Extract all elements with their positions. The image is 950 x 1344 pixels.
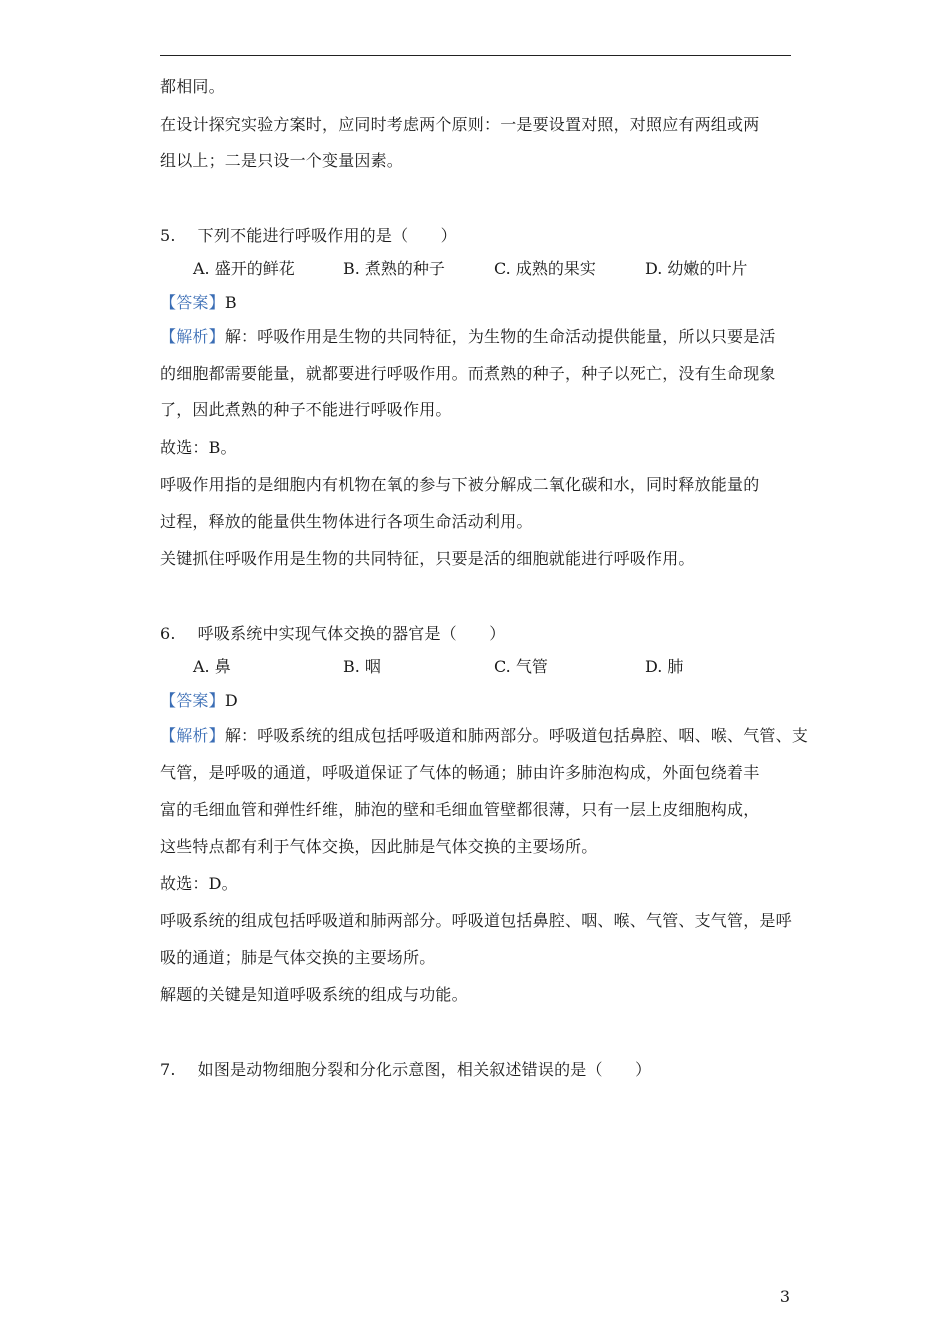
question-7-stem <box>160 1060 651 1080</box>
analysis-line: 这些特点都有利于气体交换，因此肺是气体交换的主要场所。 <box>160 837 598 856</box>
answer-line <box>160 293 237 313</box>
option-d: D. 肺 <box>645 657 684 676</box>
choice-line: 故选：D。 <box>160 874 238 893</box>
analysis-line <box>160 726 808 746</box>
intro-line: 组以上；二是只设一个变量因素。 <box>160 151 404 170</box>
answer-value: B <box>224 293 237 312</box>
analysis-text: 解：呼吸作用是生物的共同特征，为生物的生命活动提供能量，所以只要是活 <box>224 327 776 346</box>
answer-line <box>160 691 238 711</box>
question-number: 5. <box>160 226 176 245</box>
answer-value: D <box>224 691 238 710</box>
analysis-tag: 【解析】 <box>160 726 225 745</box>
option-c: C. 成熟的果实 <box>494 259 596 278</box>
option-c: C. 气管 <box>494 657 548 676</box>
option-a: A. 盛开的鲜花 <box>193 259 295 278</box>
analysis-line: 气管，是呼吸的通道，呼吸道保证了气体的畅通；肺由许多肺泡构成，外面包绕着丰 <box>160 763 760 782</box>
note-line: 关键抓住呼吸作用是生物的共同特征，只要是活的细胞就能进行呼吸作用。 <box>160 549 695 568</box>
question-text: 下列不能进行呼吸作用的是（ ） <box>197 226 457 245</box>
intro-line: 在设计探究实验方案时，应同时考虑两个原则：一是要设置对照，对照应有两组或两 <box>160 115 760 134</box>
option-b: B. 咽 <box>343 657 381 676</box>
note-line: 呼吸作用指的是细胞内有机物在氧的参与下被分解成二氧化碳和水，同时释放能量的 <box>160 475 760 494</box>
question-number: 6. <box>160 624 176 643</box>
analysis-text: 解：呼吸系统的组成包括呼吸道和肺两部分。呼吸道包括鼻腔、咽、喉、气管、支 <box>224 726 809 745</box>
analysis-tag: 【解析】 <box>160 327 225 346</box>
question-text: 如图是动物细胞分裂和分化示意图，相关叙述错误的是（ ） <box>197 1060 652 1079</box>
answer-tag: 【答案】 <box>160 293 225 312</box>
analysis-line <box>160 327 776 347</box>
question-number: 7. <box>160 1060 176 1079</box>
question-text: 呼吸系统中实现气体交换的器官是（ ） <box>197 624 506 643</box>
option-b: B. 煮熟的种子 <box>343 259 445 278</box>
note-line: 解题的关键是知道呼吸系统的组成与功能。 <box>160 985 468 1004</box>
question-6-stem <box>160 624 505 644</box>
note-line: 吸的通道；肺是气体交换的主要场所。 <box>160 948 436 967</box>
note-line: 呼吸系统的组成包括呼吸道和肺两部分。呼吸道包括鼻腔、咽、喉、气管、支气管，是呼 <box>160 911 792 930</box>
analysis-line: 了，因此煮熟的种子不能进行呼吸作用。 <box>160 400 452 419</box>
intro-line: 都相同。 <box>160 77 225 96</box>
answer-tag: 【答案】 <box>160 691 225 710</box>
note-line: 过程，释放的能量供生物体进行各项生命活动利用。 <box>160 512 533 531</box>
choice-line: 故选：B。 <box>160 438 237 457</box>
analysis-line: 富的毛细血管和弹性纤维，肺泡的壁和毛细血管壁都很薄，只有一层上皮细胞构成， <box>160 800 760 819</box>
page-number: 3 <box>779 1287 790 1306</box>
analysis-line: 的细胞都需要能量，就都要进行呼吸作用。而煮熟的种子，种子以死亡，没有生命现象 <box>160 364 776 383</box>
question-5-stem <box>160 226 457 246</box>
option-d: D. 幼嫩的叶片 <box>645 259 748 278</box>
option-a: A. 鼻 <box>193 657 231 676</box>
header-rule <box>160 55 791 56</box>
